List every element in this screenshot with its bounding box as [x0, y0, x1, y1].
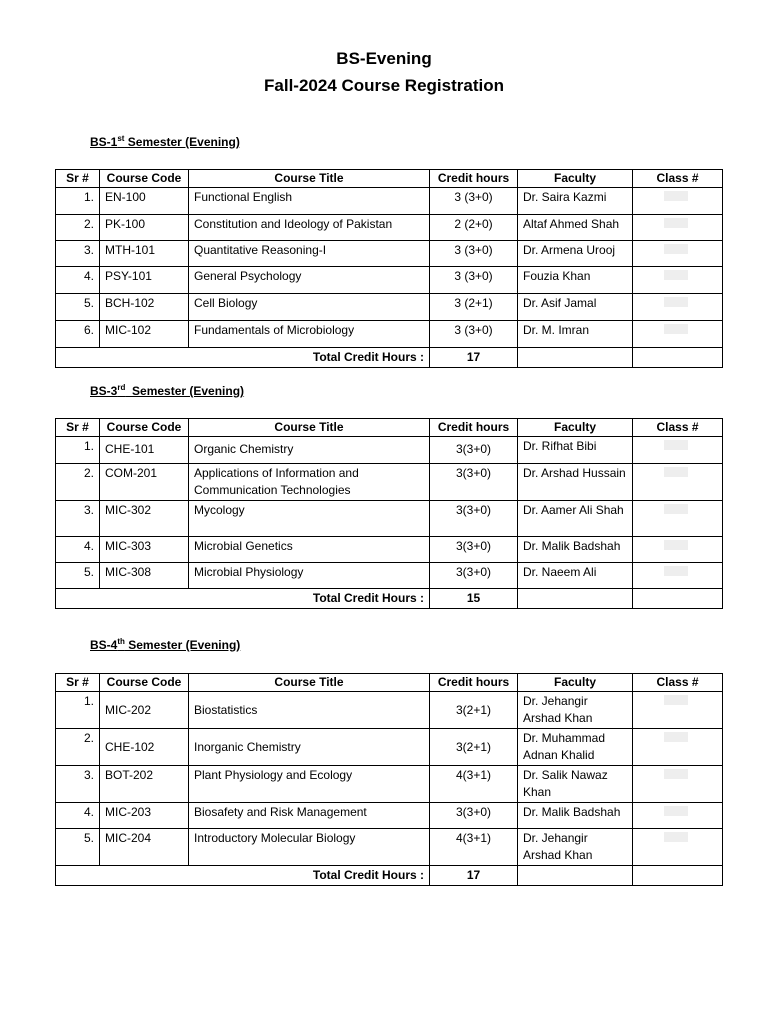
col-header-sr: Sr # — [56, 419, 100, 437]
faculty-cell: Dr. Jehangir Arshad Khan — [518, 692, 633, 729]
credit-hours-cell: 3 (2+1) — [430, 294, 518, 321]
class-number-cell[interactable] — [633, 464, 723, 501]
table-row — [56, 501, 723, 537]
sr-cell: 5. — [56, 563, 100, 589]
table-row — [56, 803, 723, 829]
table-row — [56, 729, 723, 766]
course-code-cell: MIC-302 — [100, 501, 189, 537]
class-number-cell[interactable] — [633, 437, 723, 464]
col-header-credit: Credit hours — [430, 674, 518, 692]
col-header-title: Course Title — [189, 419, 430, 437]
class-number-cell[interactable] — [633, 537, 723, 563]
faculty-cell: Dr. Malik Badshah — [518, 803, 633, 829]
faculty-cell: Dr. Jehangir Arshad Khan — [518, 829, 633, 866]
col-header-title: Course Title — [189, 170, 430, 188]
class-number-field[interactable] — [664, 244, 688, 254]
col-header-credit: Credit hours — [430, 170, 518, 188]
table-row — [56, 692, 723, 729]
course-code-cell: MIC-102 — [100, 321, 189, 348]
class-number-field[interactable] — [664, 832, 688, 842]
class-number-field[interactable] — [664, 540, 688, 550]
faculty-cell: Dr. Aamer Ali Shah — [518, 501, 633, 537]
col-header-class: Class # — [633, 674, 723, 692]
faculty-cell: Dr. Muhammad Adnan Khalid — [518, 729, 633, 766]
credit-hours-cell: 4(3+1) — [430, 766, 518, 803]
class-number-cell[interactable] — [633, 729, 723, 766]
course-code-cell: BCH-102 — [100, 294, 189, 321]
course-code-cell: BOT-202 — [100, 766, 189, 803]
course-code-cell: EN-100 — [100, 188, 189, 215]
course-table-4 — [55, 673, 723, 886]
sr-cell: 6. — [56, 321, 100, 348]
credit-hours-cell: 3 (3+0) — [430, 188, 518, 215]
credit-hours-cell: 3(2+1) — [430, 692, 518, 729]
total-credit-label: Total Credit Hours : — [56, 866, 430, 886]
sr-cell: 2. — [56, 729, 100, 766]
sr-cell: 4. — [56, 803, 100, 829]
col-header-code: Course Code — [100, 170, 189, 188]
credit-hours-cell: 3(3+0) — [430, 563, 518, 589]
course-code-cell: MIC-204 — [100, 829, 189, 866]
table-row — [56, 537, 723, 563]
course-title-cell: Microbial Genetics — [189, 537, 430, 563]
course-code-cell: MIC-308 — [100, 563, 189, 589]
class-number-cell[interactable] — [633, 321, 723, 348]
credit-hours-cell: 3(2+1) — [430, 729, 518, 766]
col-header-faculty: Faculty — [518, 674, 633, 692]
faculty-cell: Dr. Saira Kazmi — [518, 188, 633, 215]
course-title-cell: Introductory Molecular Biology — [189, 829, 430, 866]
course-code-cell: MTH-101 — [100, 241, 189, 267]
sr-cell: 3. — [56, 766, 100, 803]
document-subtitle: Fall-2024 Course Registration — [264, 76, 504, 95]
credit-hours-cell: 3(3+0) — [430, 537, 518, 563]
total-credit-value: 15 — [430, 589, 518, 609]
semester-heading-1: BS-1st Semester (Evening) — [90, 134, 240, 149]
faculty-cell: Dr. Asif Jamal — [518, 294, 633, 321]
table-row — [56, 321, 723, 348]
sr-cell: 3. — [56, 241, 100, 267]
total-credit-value: 17 — [430, 866, 518, 886]
faculty-cell: Dr. Naeem Ali — [518, 563, 633, 589]
sr-cell: 1. — [56, 437, 100, 464]
credit-hours-cell: 2 (2+0) — [430, 215, 518, 241]
semester-heading-3: BS-3rd Semester (Evening) — [90, 383, 245, 398]
credit-hours-cell: 4(3+1) — [430, 829, 518, 866]
table-row — [56, 294, 723, 321]
faculty-cell: Dr. Rifhat Bibi — [518, 437, 633, 464]
credit-hours-cell: 3 (3+0) — [430, 241, 518, 267]
course-code-cell: CHE-101 — [100, 437, 189, 464]
col-header-faculty: Faculty — [518, 170, 633, 188]
class-number-field[interactable] — [664, 218, 688, 228]
sr-cell: 5. — [56, 294, 100, 321]
table-row — [56, 464, 723, 501]
class-number-cell[interactable] — [633, 829, 723, 866]
course-code-cell: COM-201 — [100, 464, 189, 501]
course-title-cell: Functional English — [189, 188, 430, 215]
class-number-cell[interactable] — [633, 241, 723, 267]
faculty-cell: Dr. M. Imran — [518, 321, 633, 348]
semester-heading-4: BS-4th Semester (Evening) — [90, 637, 241, 652]
course-title-cell: Biosafety and Risk Management — [189, 803, 430, 829]
credit-hours-cell: 3(3+0) — [430, 803, 518, 829]
class-number-cell[interactable] — [633, 563, 723, 589]
class-number-field[interactable] — [664, 440, 688, 450]
class-number-field[interactable] — [664, 566, 688, 576]
sr-cell: 3. — [56, 501, 100, 537]
col-header-class: Class # — [633, 419, 723, 437]
class-number-field[interactable] — [664, 504, 688, 514]
table-row — [56, 188, 723, 215]
table-row — [56, 215, 723, 241]
class-number-field[interactable] — [664, 695, 688, 705]
faculty-cell: Altaf Ahmed Shah — [518, 215, 633, 241]
course-title-cell: Quantitative Reasoning-I — [189, 241, 430, 267]
credit-hours-cell: 3(3+0) — [430, 464, 518, 501]
class-number-field[interactable] — [664, 270, 688, 280]
total-row — [56, 589, 723, 609]
total-credit-label: Total Credit Hours : — [56, 348, 430, 368]
course-code-cell: MIC-303 — [100, 537, 189, 563]
faculty-cell: Dr. Armena Urooj — [518, 241, 633, 267]
faculty-cell: Fouzia Khan — [518, 267, 633, 294]
faculty-cell: Dr. Arshad Hussain — [518, 464, 633, 501]
sr-cell: 4. — [56, 537, 100, 563]
class-number-field[interactable] — [664, 806, 688, 816]
course-title-cell: Inorganic Chemistry — [189, 729, 430, 766]
class-number-cell[interactable] — [633, 215, 723, 241]
class-number-field[interactable] — [664, 467, 688, 477]
class-number-field[interactable] — [664, 769, 688, 779]
credit-hours-cell: 3(3+0) — [430, 501, 518, 537]
course-title-cell: Fundamentals of Microbiology — [189, 321, 430, 348]
col-header-code: Course Code — [100, 419, 189, 437]
col-header-faculty: Faculty — [518, 419, 633, 437]
document-title: BS-Evening — [336, 49, 432, 68]
course-code-cell: MIC-202 — [100, 692, 189, 729]
col-header-code: Course Code — [100, 674, 189, 692]
course-title-cell: Microbial Physiology — [189, 563, 430, 589]
table-row — [56, 766, 723, 803]
course-code-cell: CHE-102 — [100, 729, 189, 766]
class-number-cell[interactable] — [633, 294, 723, 321]
course-table-1 — [55, 169, 723, 368]
table-row — [56, 563, 723, 589]
credit-hours-cell: 3 (3+0) — [430, 321, 518, 348]
sr-cell: 4. — [56, 267, 100, 294]
course-title-cell: Constitution and Ideology of Pakistan — [189, 215, 430, 241]
col-header-title: Course Title — [189, 674, 430, 692]
sr-cell: 2. — [56, 464, 100, 501]
class-number-field[interactable] — [664, 324, 688, 334]
sr-cell: 5. — [56, 829, 100, 866]
course-title-cell: Mycology — [189, 501, 430, 537]
col-header-sr: Sr # — [56, 674, 100, 692]
course-table-3 — [55, 418, 723, 609]
class-number-cell[interactable] — [633, 803, 723, 829]
course-title-cell: Organic Chemistry — [189, 437, 430, 464]
total-credit-value: 17 — [430, 348, 518, 368]
class-number-cell[interactable] — [633, 692, 723, 729]
faculty-cell: Dr. Salik Nawaz Khan — [518, 766, 633, 803]
course-title-cell: Cell Biology — [189, 294, 430, 321]
sr-cell: 1. — [56, 188, 100, 215]
total-row — [56, 866, 723, 886]
class-number-field[interactable] — [664, 191, 688, 201]
table-row — [56, 241, 723, 267]
col-header-credit: Credit hours — [430, 419, 518, 437]
course-title-cell: Biostatistics — [189, 692, 430, 729]
course-code-cell: MIC-203 — [100, 803, 189, 829]
course-title-cell: Applications of Information and Communication Technologies — [189, 464, 430, 501]
col-header-sr: Sr # — [56, 170, 100, 188]
total-row — [56, 348, 723, 368]
sr-cell: 1. — [56, 692, 100, 729]
course-title-cell: Plant Physiology and Ecology — [189, 766, 430, 803]
sr-cell: 2. — [56, 215, 100, 241]
credit-hours-cell: 3(3+0) — [430, 437, 518, 464]
credit-hours-cell: 3 (3+0) — [430, 267, 518, 294]
col-header-class: Class # — [633, 170, 723, 188]
class-number-cell[interactable] — [633, 766, 723, 803]
class-number-field[interactable] — [664, 732, 688, 742]
course-code-cell: PSY-101 — [100, 267, 189, 294]
course-title-cell: General Psychology — [189, 267, 430, 294]
class-number-cell[interactable] — [633, 501, 723, 537]
class-number-cell[interactable] — [633, 188, 723, 215]
faculty-cell: Dr. Malik Badshah — [518, 537, 633, 563]
table-row — [56, 437, 723, 464]
class-number-field[interactable] — [664, 297, 688, 307]
total-credit-label: Total Credit Hours : — [56, 589, 430, 609]
table-row — [56, 267, 723, 294]
course-code-cell: PK-100 — [100, 215, 189, 241]
table-row — [56, 829, 723, 866]
class-number-cell[interactable] — [633, 267, 723, 294]
